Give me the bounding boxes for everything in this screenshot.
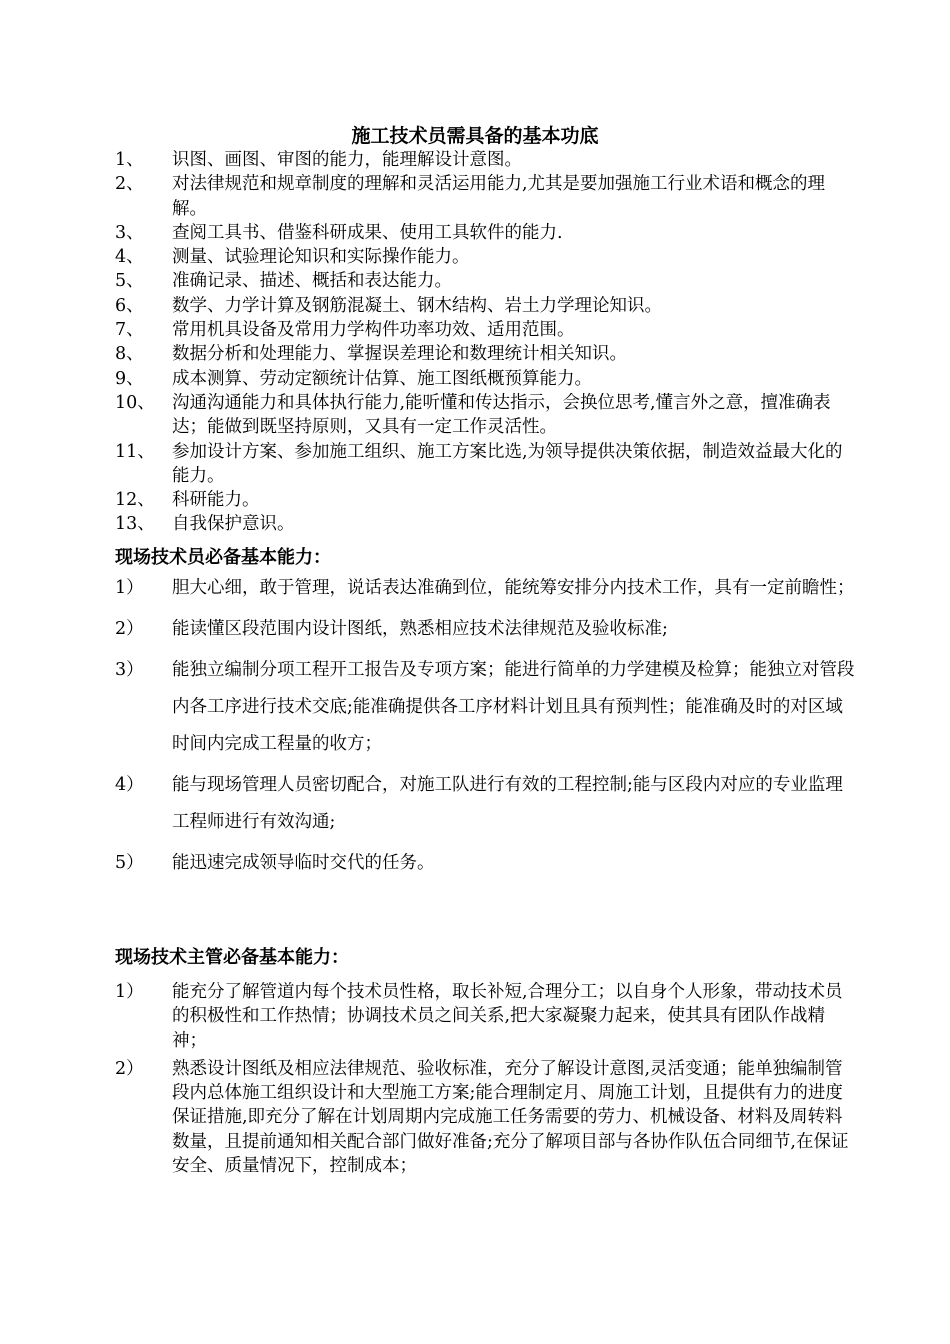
item-number: 1） — [115, 578, 144, 598]
item-number: 11、 — [115, 441, 155, 462]
item-number: 1） — [115, 982, 144, 1002]
list-item — [115, 652, 855, 763]
item-number: 10、 — [115, 392, 155, 413]
list-item — [115, 1057, 855, 1178]
item-text: 识图、画图、审图的能力，能理解设计意图。 — [172, 150, 522, 170]
list-item — [115, 172, 855, 221]
item-text: 能读懂区段范围内设计图纸，熟悉相应技术法律规范及验收标准; — [172, 619, 668, 639]
list-item — [115, 570, 855, 607]
item-text: 能独立编制分项工程开工报告及专项方案；能进行简单的力学建模及检算；能独立对管段内各工序进行技术交底;能准确提供各工序材料计划且具有预判性；能准确及时的对区域时间内完成工程量的收方； — [172, 660, 855, 754]
list-item — [115, 488, 855, 512]
item-text: 数据分析和处理能力、掌握误差理论和数理统计相关知识。 — [172, 344, 627, 365]
item-text: 自我保护意识。 — [172, 514, 295, 535]
list-item — [115, 845, 855, 882]
item-text: 能充分了解管道内每个技术员性格，取长补短,合理分工；以自身个人形象，带动技术员的积极性和工作热情；协调技术员之间关系,把大家凝聚力起来，使其具有团队作战精神； — [172, 982, 843, 1051]
basic-skills-list — [115, 148, 855, 537]
list-item — [115, 391, 855, 440]
item-text: 查阅工具书、借鉴科研成果、使用工具软件的能力. — [172, 222, 563, 243]
item-text: 参加设计方案、参加施工组织、施工方案比选,为领导提供决策依据，制造效益最大化的能力。 — [172, 441, 843, 486]
item-text: 能迅速完成领导临时交代的任务。 — [172, 853, 435, 873]
list-item — [115, 512, 855, 536]
list-item — [115, 980, 855, 1053]
list-item — [115, 269, 855, 293]
section-heading-technician: 现场技术员必备基本能力： — [115, 547, 331, 568]
item-number: 8、 — [115, 344, 144, 365]
list-item — [115, 767, 855, 841]
list-item — [115, 318, 855, 342]
list-item — [115, 611, 855, 648]
item-number: 4、 — [115, 247, 144, 268]
item-text: 熟悉设计图纸及相应法律规范、验收标准，充分了解设计意图,灵活变通；能单独编制管段内总体施工组织设计和大型施工方案;能合理制定月、周施工计划，且提供有力的进度保证措施,即充分了解在计划周期内完成施工任务需要的劳力、机械设备、材料及周转料数量，且提前通知相关配合部门做好准备;充分了解项目部与各协作队伍合同细节,在保证安全、质量情况下，控制成本； — [172, 1058, 849, 1177]
item-number: 2、 — [115, 174, 144, 195]
item-number: 3、 — [115, 222, 144, 243]
item-text: 常用机具设备及常用力学构件功率功效、适用范围。 — [172, 320, 575, 341]
item-number: 4） — [115, 775, 144, 795]
item-number: 1、 — [115, 150, 144, 170]
item-text: 科研能力。 — [172, 490, 260, 511]
item-text: 能与现场管理人员密切配合，对施工队进行有效的工程控制;能与区段内对应的专业监理工程师进行有效沟通; — [172, 775, 843, 832]
section-heading-supervisor: 现场技术主管必备基本能力： — [115, 947, 349, 968]
item-number: 9、 — [115, 368, 144, 389]
page-title: 施工技术员需具备的基本功底 — [351, 125, 599, 147]
item-text: 对法律规范和规章制度的理解和灵活运用能力,尤其是要加强施工行业术语和概念的理解。 — [172, 174, 826, 219]
list-item — [115, 294, 855, 318]
list-item — [115, 245, 855, 269]
list-item — [115, 148, 855, 172]
item-text: 测量、试验理论知识和实际操作能力。 — [172, 247, 470, 268]
item-number: 6、 — [115, 295, 144, 316]
item-number: 7、 — [115, 320, 144, 341]
item-number: 2） — [115, 619, 144, 639]
item-text: 数学、力学计算及钢筋混凝土、钢木结构、岩土力学理论知识。 — [172, 295, 662, 316]
item-text: 胆大心细，敢于管理，说话表达准确到位，能统筹安排分内技术工作，具有一定前瞻性； — [172, 578, 855, 598]
item-number: 12、 — [115, 490, 155, 511]
list-item — [115, 440, 855, 489]
item-number: 5） — [115, 853, 144, 873]
item-text: 成本测算、劳动定额统计估算、施工图纸概预算能力。 — [172, 368, 592, 389]
item-number: 2） — [115, 1058, 144, 1079]
list-item — [115, 221, 855, 245]
technician-abilities-list — [115, 570, 855, 886]
supervisor-abilities-list — [115, 980, 855, 1182]
item-text: 沟通沟通能力和具体执行能力,能听懂和传达指示，会换位思考,懂言外之意，擅准确表达；能做到既坚持原则，又具有一定工作灵活性。 — [172, 392, 831, 438]
item-number: 5、 — [115, 271, 144, 292]
item-number: 13、 — [115, 514, 155, 535]
item-number: 3） — [115, 660, 144, 680]
list-item — [115, 342, 855, 366]
item-text: 准确记录、描述、概括和表达能力。 — [172, 271, 452, 292]
list-item — [115, 367, 855, 391]
